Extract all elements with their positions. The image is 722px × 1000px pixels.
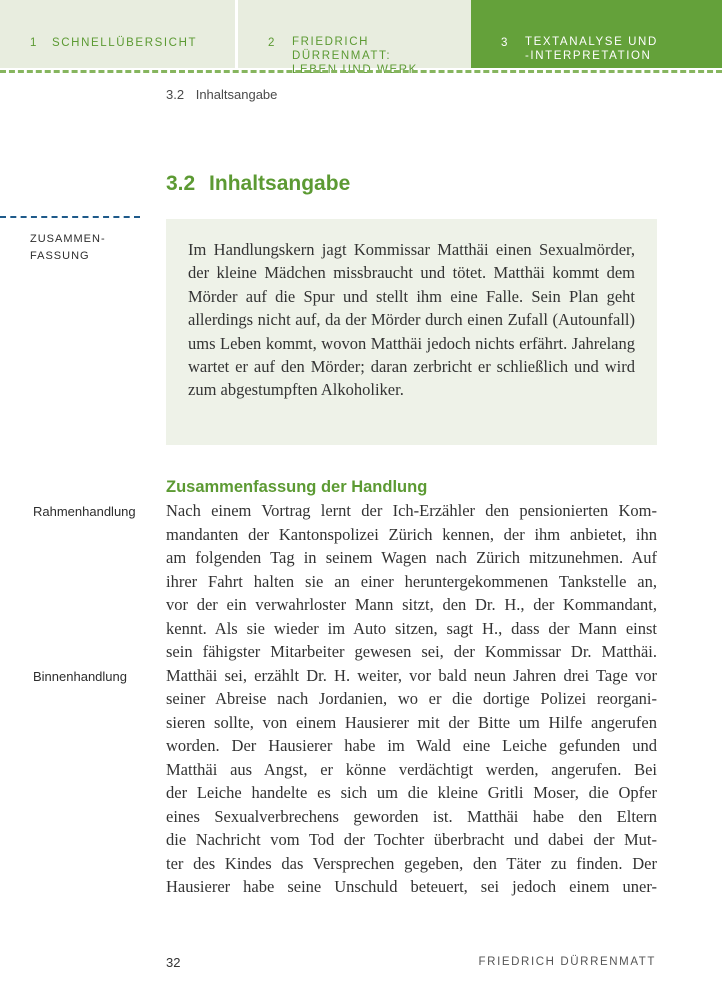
tab-number: 3	[501, 37, 509, 49]
running-head-title: Inhaltsangabe	[195, 87, 278, 102]
margin-label-line1: ZUSAMMEN-	[30, 233, 106, 245]
body-text	[166, 499, 657, 899]
body-line: kennt. Als sie wieder im Auto sitzen, sagt H., dass der Mann einst	[166, 618, 657, 638]
tab-label-line1: TEXTANALYSE UND	[525, 36, 658, 48]
tab-label-line2: LEBEN UND WERK	[292, 64, 418, 76]
body-line: eines Sexualverbrechens geworden ist. Matthäi habe den Eltern	[166, 806, 657, 826]
margin-divider	[0, 216, 140, 218]
section-title	[166, 172, 350, 196]
tab-number: 1	[30, 37, 38, 49]
margin-label-summary	[30, 231, 130, 265]
body-line: Nach einem Vortrag lernt der Ich-Erzähler den pensionierten Kom-	[166, 501, 657, 520]
chapter-tab-bar	[0, 0, 722, 76]
running-head-number: 3.2	[166, 87, 185, 102]
body-line: seiner Abreise nach Jordanien, wo er die dortige Polizei reorgani-	[166, 689, 657, 708]
body-line: sein fähigster Mitarbeiter gewesen sei, der Kommissar Dr. Matthäi.	[166, 642, 657, 661]
body-line: der Leiche handelte es sich um die kleine Gritli Moser, die Opfer	[166, 783, 657, 802]
body-line: Matthäi sei, erzählt Dr. H. weiter, vor bald neun Jahren drei Tage vor	[166, 665, 657, 685]
margin-note-binnenhandlung: Binnenhandlung	[33, 669, 127, 684]
footer-author: FRIEDRICH DÜRRENMATT	[478, 956, 656, 968]
body-line: sieren sollte, von einem Hausierer mit der Bitte um Hilfe angerufen	[166, 712, 657, 732]
tab-divider	[0, 70, 722, 73]
body-line: ter des Kindes das Versprechen gegeben, den Täter zu finden. Der	[166, 853, 657, 873]
body-line: worden. Der Hausierer habe im Wald eine Leiche gefunden und	[166, 736, 657, 755]
body-line: die Nachricht vom Tod der Tochter überbracht und dabei der Mut-	[166, 830, 657, 849]
section-number: 3.2	[166, 172, 196, 195]
summary-box	[166, 219, 657, 445]
body-line: vor der ein verwahrloster Mann sitzt, den Dr. H., der Kommandant,	[166, 595, 657, 614]
section-title-text: Inhaltsangabe	[209, 172, 351, 195]
body-line: Matthäi aus Angst, er könne verdächtigt werden, angerufen. Bei	[166, 759, 657, 779]
tab-label	[525, 35, 658, 63]
tab-textanalyse-active[interactable]	[471, 0, 722, 68]
body-line: Hausierer habe seine Unschuld beteuert, sei jedoch einem uner-	[166, 877, 657, 896]
margin-label-line2: FASSUNG	[30, 250, 90, 262]
page-number: 32	[166, 955, 181, 970]
body-line: ihrer Fahrt halten sie an einer heruntergekommenen Tankstelle an,	[166, 571, 657, 591]
subsection-heading: Zusammenfassung der Handlung	[166, 478, 428, 496]
tab-schnelluebersicht[interactable]	[0, 0, 235, 68]
margin-note-rahmenhandlung: Rahmenhandlung	[33, 504, 136, 519]
tab-number: 2	[268, 37, 276, 49]
tab-label-line1: FRIEDRICH DÜRRENMATT:	[292, 36, 392, 62]
tab-leben-und-werk[interactable]	[238, 0, 471, 76]
body-line: am folgenden Tag in seinem Wagen nach Zürich mitzunehmen. Auf	[166, 548, 657, 567]
summary-text: Im Handlungskern jagt Kommissar Matthäi einen Sexualmörder, der kleine Mädchen missbraucht und tötet. Matthäi kommt dem Mörder auf die Spur und stellt ihm eine Falle. Sein Plan geht allerdings nicht auf, da der Mörder durch einen Zufall (Autounfall) ums Leben kommt, wovon Matthäi jedoch nichts erfährt. Jahrelang wartet er auf den Mörder; daran zerbricht er schließlich und wird zum abgestumpften Alkoholiker.	[188, 240, 635, 400]
tab-label-line2: -INTERPRETATION	[525, 50, 652, 62]
running-head	[166, 87, 277, 102]
body-line: mandanten der Kantonspolizei Zürich kennen, der ihm anbietet, ihn	[166, 524, 657, 544]
tab-label: SCHNELLÜBERSICHT	[52, 37, 198, 49]
